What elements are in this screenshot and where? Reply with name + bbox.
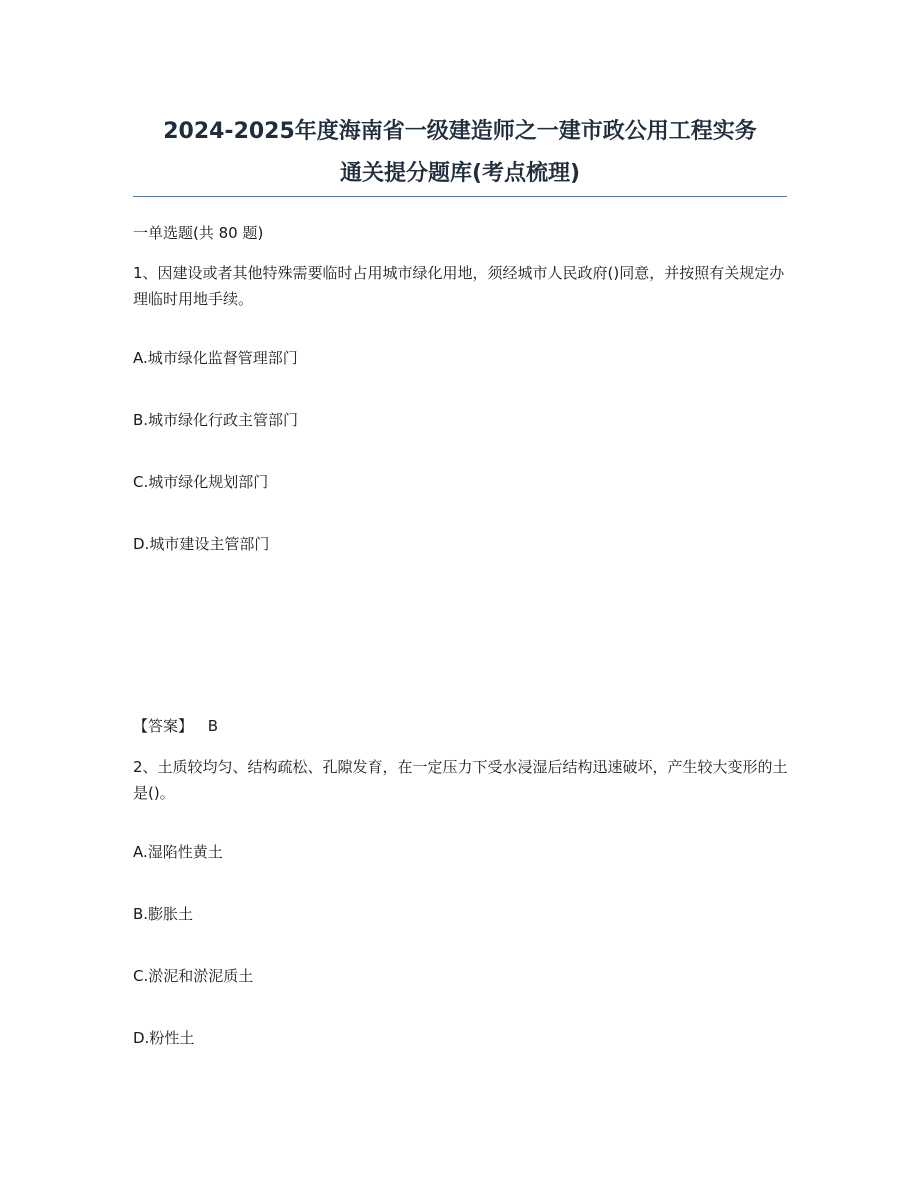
question-1-text: 1、因建设或者其他特殊需要临时占用城市绿化用地，须经城市人民政府()同意，并按照有关规定办理临时用地手续。 <box>133 264 785 308</box>
question-2-option-b: B.膨胀土 <box>133 905 194 923</box>
question-2-option-d: D.粉性土 <box>133 1029 195 1047</box>
title-divider <box>133 196 787 197</box>
question-1-answer <box>133 714 218 738</box>
question-1-option-c: C.城市绿化规划部门 <box>133 473 269 491</box>
question-2-option-a: A.湿陷性黄土 <box>133 843 223 861</box>
answer-value: B <box>207 717 219 735</box>
answer-label: 【答案】 <box>133 717 194 735</box>
question-2-text: 2、土质较均匀、结构疏松、孔隙发育，在一定压力下受水浸湿后结构迅速破坏，产生较大变形的土是()。 <box>133 758 788 802</box>
document-title-line-1: 2024-2025年度海南省一级建造师之一建市政公用工程实务 <box>163 119 757 144</box>
section-heading: 一单选题(共 80 题) <box>133 224 264 242</box>
question-2-option-c: C.淤泥和淤泥质土 <box>133 967 254 985</box>
question-1-option-d: D.城市建设主管部门 <box>133 535 270 553</box>
document-title-line-2: 通关提分题库(考点梳理) <box>339 161 581 186</box>
question-1-option-a: A.城市绿化监督管理部门 <box>133 349 298 367</box>
question-1-option-b: B.城市绿化行政主管部门 <box>133 411 299 429</box>
